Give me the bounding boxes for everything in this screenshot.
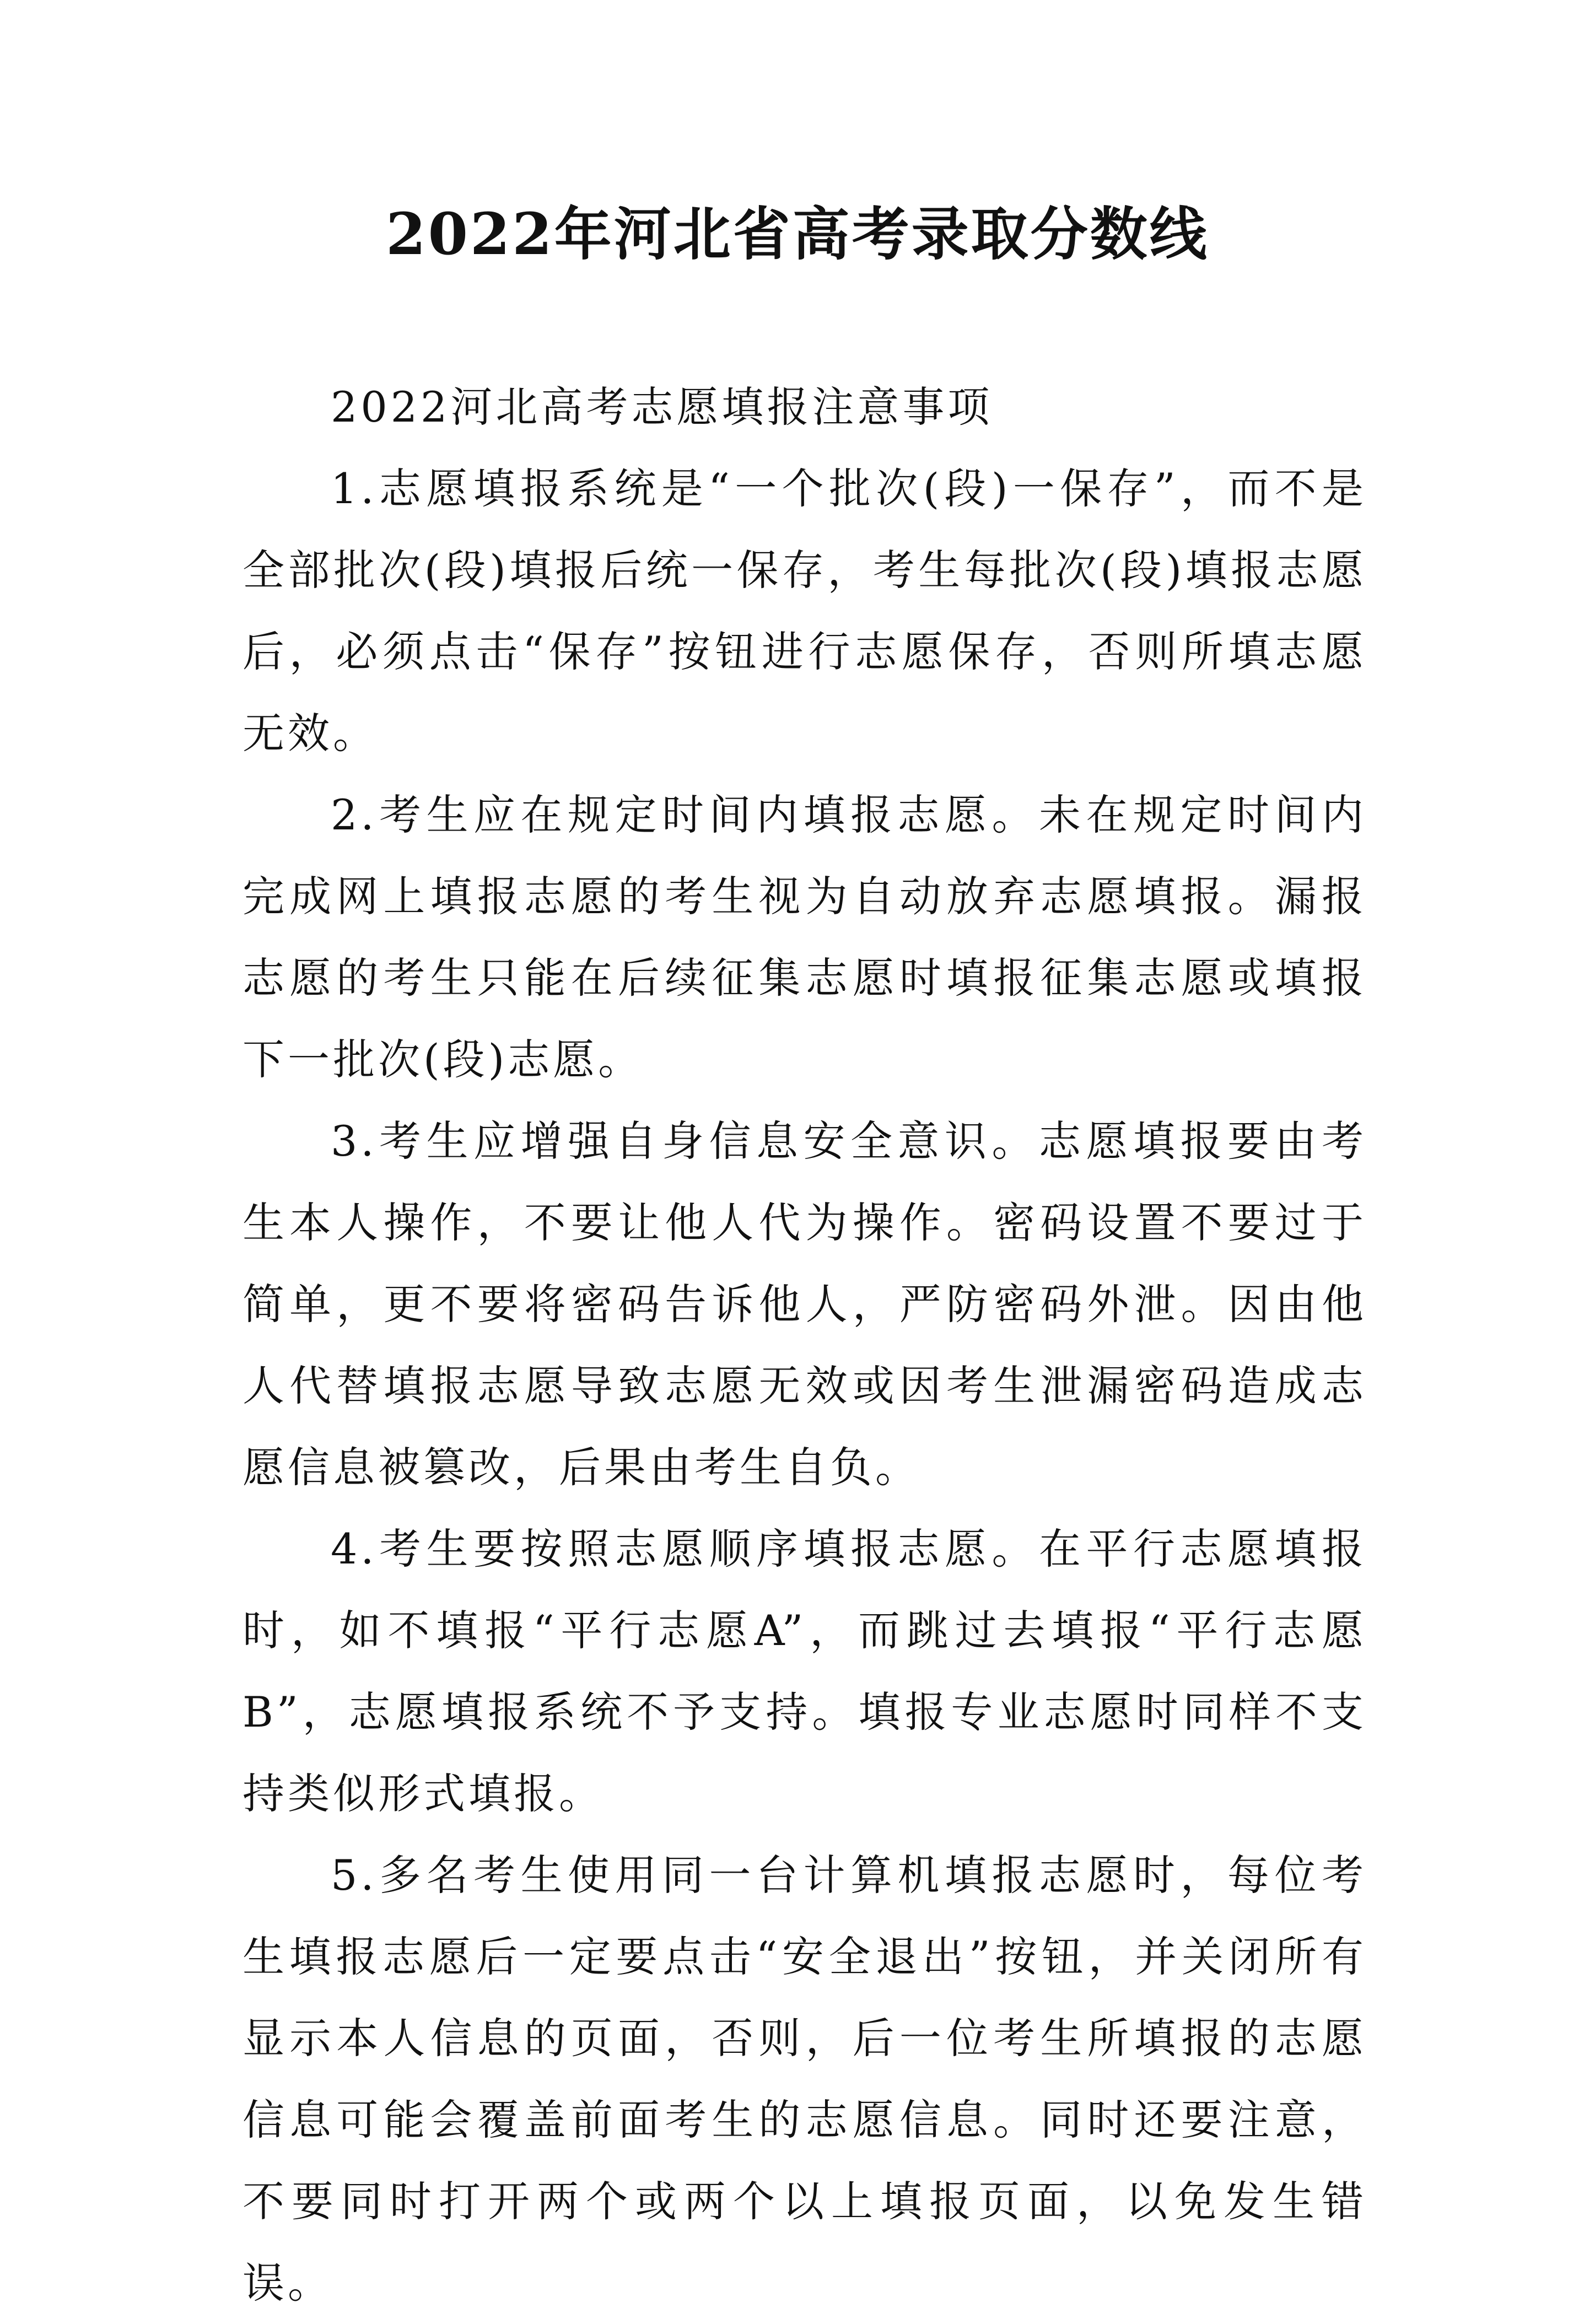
document-body xyxy=(243,366,1367,2324)
subheading: 2022河北高考志愿填报注意事项 xyxy=(331,382,993,432)
document-title: 2022年河北省高考录取分数线 xyxy=(386,200,1209,268)
paragraph-4: 4.考生要按照志愿顺序填报志愿。在平行志愿填报时，如不填报“平行志愿A”，而跳过去填报“平行志愿B”，志愿填报系统不予支持。填报专业志愿时同样不支持类似形式填报。 xyxy=(243,1524,1367,1818)
paragraph-5: 5.多名考生使用同一台计算机填报志愿时，每位考生填报志愿后一定要点击“安全退出”按钮，并关闭所有显示本人信息的页面，否则，后一位考生所填报的志愿信息可能会覆盖前面考生的志愿信息。同时还要注意，不要同时打开两个或两个以上填报页面，以免发生错误。 xyxy=(243,1851,1367,2307)
paragraph-2: 2.考生应在规定时间内填报志愿。未在规定时间内完成网上填报志愿的考生视为自动放弃志愿填报。漏报志愿的考生只能在后续征集志愿时填报征集志愿或填报下一批次(段)志愿。 xyxy=(243,790,1367,1084)
paragraph-3: 3.考生应增强自身信息安全意识。志愿填报要由考生本人操作，不要让他人代为操作。密码设置不要过于简单，更不要将密码告诉他人，严防密码外泄。因由他人代替填报志愿导致志愿无效或因考生泄漏密码造成志愿信息被篡改，后果由考生自负。 xyxy=(243,1117,1367,1492)
paragraph-1: 1.志愿填报系统是“一个批次(段)一保存”，而不是全部批次(段)填报后统一保存，考生每批次(段)填报志愿后，必须点击“保存”按钮进行志愿保存，否则所填志愿无效。 xyxy=(243,464,1367,758)
